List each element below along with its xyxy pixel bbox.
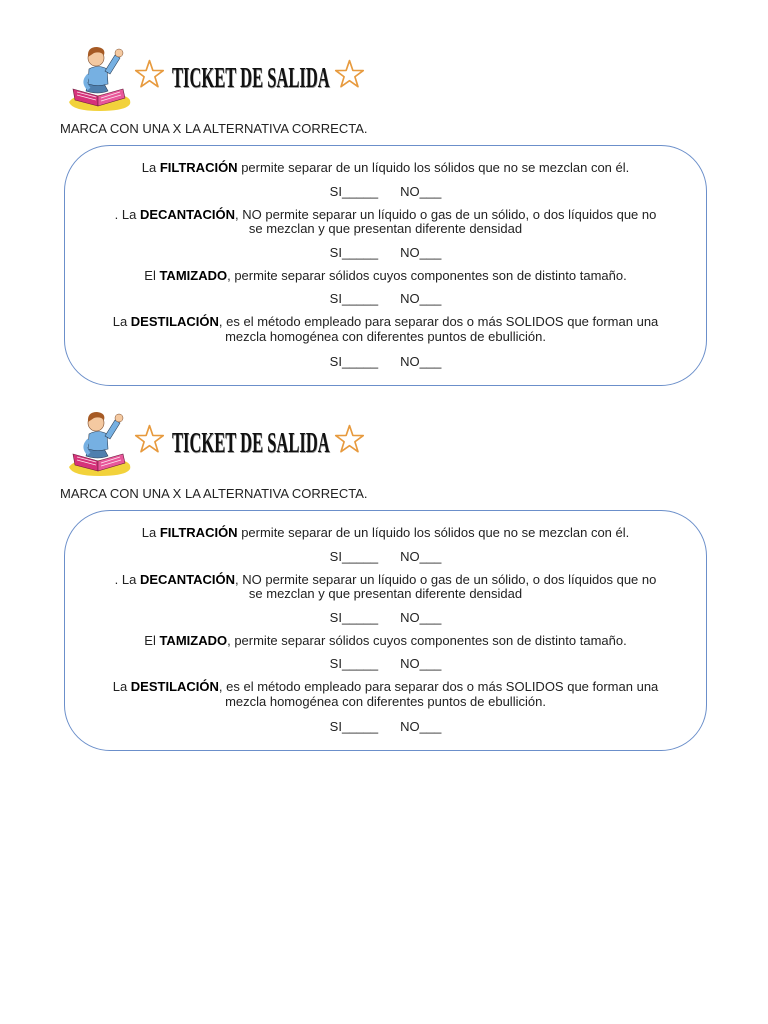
answer-si: SI_____ [329,610,379,625]
question-text: , NO permite separar un líquido o gas de un sólido, o dos líquidos que no [235,572,657,587]
answer-no: NO___ [400,719,442,734]
question-text: permite separar de un líquido los sólidos que no se mezclan con él. [237,525,630,540]
boy-reading-illustration [68,407,132,477]
question-prefix: La [141,160,160,175]
answer-no: NO___ [400,245,442,260]
questions-box [64,510,707,751]
ticket-title: TICKET DE SALIDA [172,427,330,459]
question-line-continued: mezcla homogénea con diferentes puntos de ebullición. [225,329,546,344]
answer-row [65,610,706,625]
answer-row [65,184,706,199]
star-icon [134,424,165,455]
star-icon [334,59,365,90]
answer-no: NO___ [400,610,442,625]
answer-no: NO___ [400,291,442,306]
question-line [65,525,706,540]
question-term: DECANTACIÓN [139,572,236,587]
answer-si: SI_____ [329,719,379,734]
exit-ticket [0,365,768,765]
answer-si: SI_____ [329,354,379,369]
exit-ticket [0,0,768,400]
question-line [65,268,706,283]
question-line [65,679,706,694]
question-text: , permite separar sólidos cuyos componentes son de distinto tamaño. [227,268,627,283]
answer-si: SI_____ [329,291,379,306]
boy-figure [86,412,124,458]
question-term: DESTILACIÓN [130,679,219,694]
answer-row [65,291,706,306]
question-prefix: . La [114,207,140,222]
question-term: FILTRACIÓN [159,160,238,175]
question-text: permite separar de un líquido los sólidos que no se mezclan con él. [237,160,630,175]
instruction-text: MARCA CON UNA X LA ALTERNATIVA CORRECTA. [60,121,368,136]
question-term: DESTILACIÓN [130,314,219,329]
boy-reading-illustration [68,42,132,112]
question-prefix: La [112,679,131,694]
answer-si: SI_____ [329,549,379,564]
answer-no: NO___ [400,549,442,564]
answer-no: NO___ [400,184,442,199]
question-prefix: La [112,314,131,329]
instruction-text: MARCA CON UNA X LA ALTERNATIVA CORRECTA. [60,486,368,501]
answer-no: NO___ [400,354,442,369]
question-prefix: El [144,633,160,648]
star-icon [334,424,365,455]
answer-no: NO___ [400,656,442,671]
questions-box [64,145,707,386]
ticket-title: TICKET DE SALIDA [172,62,330,94]
answer-row [65,549,706,564]
question-line [65,160,706,175]
answer-row [65,719,706,734]
answer-si: SI_____ [329,245,379,260]
question-line-continued: mezcla homogénea con diferentes puntos de ebullición. [225,694,546,709]
question-text: , permite separar sólidos cuyos componentes son de distinto tamaño. [227,633,627,648]
answer-row [65,245,706,260]
boy-figure [86,47,124,93]
question-term: DECANTACIÓN [139,207,236,222]
star-icon [134,59,165,90]
question-line-continued: se mezclan y que presentan diferente densidad [248,221,523,236]
answer-si: SI_____ [329,656,379,671]
answer-row [65,656,706,671]
question-text: , es el método empleado para separar dos o más SOLIDOS que forman una [218,314,659,329]
question-line [65,207,706,222]
question-text: , es el método empleado para separar dos o más SOLIDOS que forman una [218,679,659,694]
question-prefix: El [144,268,160,283]
question-term: FILTRACIÓN [159,525,238,540]
question-text: , NO permite separar un líquido o gas de un sólido, o dos líquidos que no [235,207,657,222]
question-term: TAMIZADO [159,633,228,648]
question-prefix: . La [114,572,140,587]
question-line [65,633,706,648]
question-term: TAMIZADO [159,268,228,283]
question-line [65,314,706,329]
question-prefix: La [141,525,160,540]
answer-si: SI_____ [329,184,379,199]
question-line-continued: se mezclan y que presentan diferente densidad [248,586,523,601]
question-line [65,572,706,587]
